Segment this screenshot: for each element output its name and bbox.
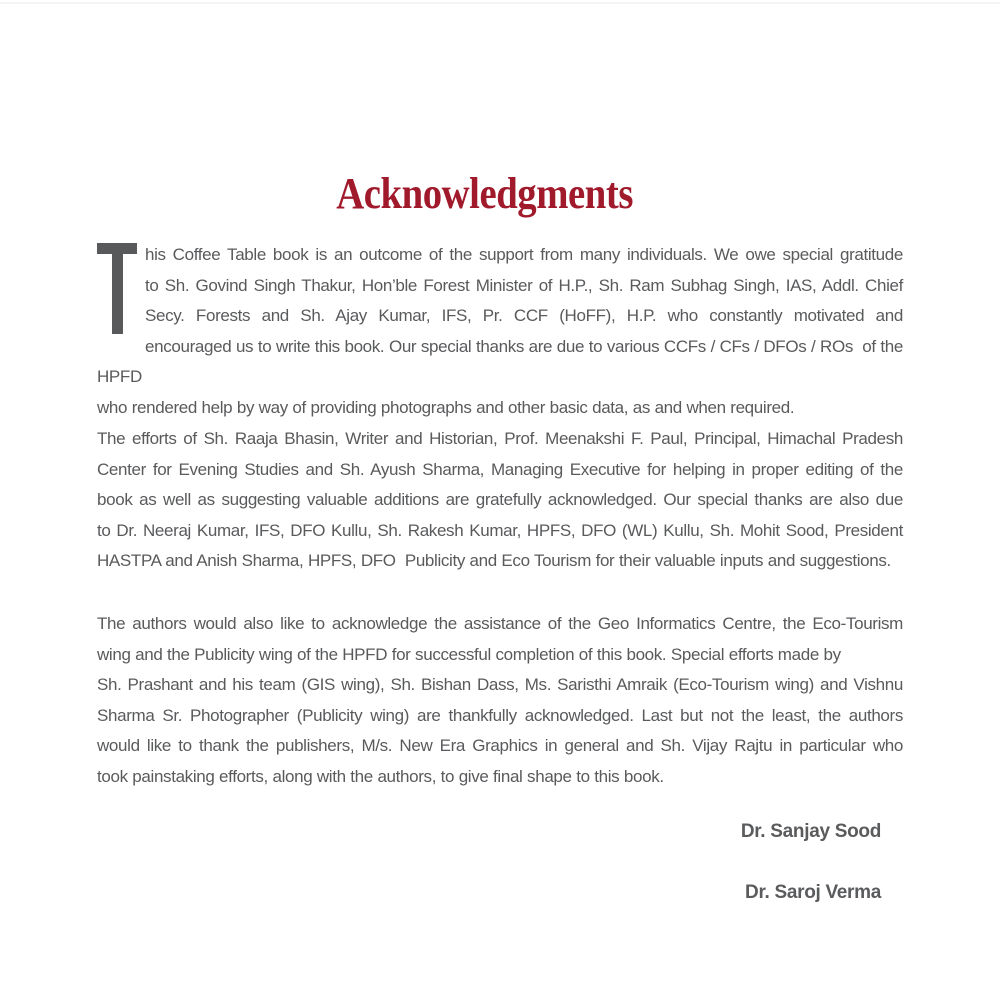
text-line: Secy. Forests and Sh. Ajay Kumar, IFS, Pr. CCF (HoFF), H.P. who constantly motivated and	[145, 306, 903, 325]
page-title: Acknowledgments	[336, 169, 634, 218]
text-line: book as well as suggesting valuable additions are gratefully acknowledged. Our special thanks are also due	[97, 490, 903, 509]
drop-cap-letter	[97, 240, 145, 335]
drop-cap-text	[97, 240, 98, 241]
text-line: to Sh. Govind Singh Thakur, Hon’ble Forest Minister of H.P., Sh. Ram Subhag Singh, IAS, Addl. Chief	[145, 275, 903, 295]
signature-author-1: Dr. Sanjay Sood	[740, 821, 881, 842]
text-line: The efforts of Sh. Raaja Bhasin, Writer and Historian, Prof. Meenakshi F. Paul, Principal, Himachal Pradesh	[97, 429, 903, 448]
text-line: encouraged us to write this book. Our special thanks are due to various CCFs / CFs / DFOs / ROs of the HPFD	[97, 336, 903, 386]
text-line: Sh. Prashant and his team (GIS wing), Sh. Bishan Dass, Ms. Saristhi Amraik (Eco-Tourism wing) and Vishnu	[97, 675, 903, 694]
page-title-container	[95, 170, 905, 218]
text-line: Center for Evening Studies and Sh. Ayush Sharma, Managing Executive for helping in proper editing of the	[97, 459, 903, 479]
paragraph-2	[97, 424, 903, 577]
text-line: would like to thank the publishers, M/s. New Era Graphics in general and Sh. Vijay Rajtu in particular who	[97, 736, 903, 755]
text-line: who rendered help by way of providing photographs and other basic data, as and when required.	[97, 397, 795, 417]
drop-cap-stem	[112, 252, 123, 334]
paragraph-3	[97, 609, 903, 792]
text-line: The authors would also like to acknowledge the assistance of the Geo Informatics Centre, the Eco-Tourism	[97, 614, 903, 633]
text-line: his Coffee Table book is an outcome of the support from many individuals. We owe special gratitude	[145, 245, 903, 264]
text-line: Sharma Sr. Photographer (Publicity wing) are thankfully acknowledged. Last but not the least, the authors	[97, 705, 903, 725]
signature-author-2: Dr. Saroj Verma	[745, 882, 881, 903]
text-line: took painstaking efforts, along with the authors, to give final shape to this book.	[97, 766, 664, 786]
signature-block	[97, 820, 903, 905]
paragraph-1	[97, 240, 903, 423]
text-line: to Dr. Neeraj Kumar, IFS, DFO Kullu, Sh. Rakesh Kumar, HPFS, DFO (WL) Kullu, Sh. Mohit Sood, President	[97, 520, 903, 540]
page-edge-line	[0, 2, 1000, 4]
text-line: HASTPA and Anish Sharma, HPFS, DFO Publicity and Eco Tourism for their valuable inputs and suggestions.	[97, 551, 891, 570]
text-line: wing and the Publicity wing of the HPFD for successful completion of this book. Special efforts made by	[97, 644, 841, 664]
